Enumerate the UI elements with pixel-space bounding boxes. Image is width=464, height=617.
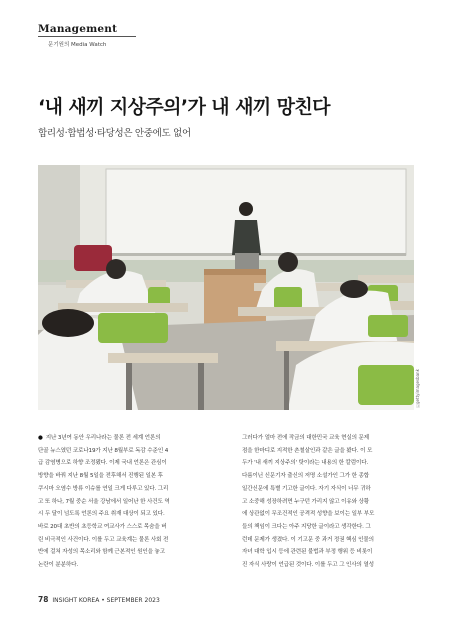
body-line: 에 상관없이 무조건적인 공격적 성향을 보이는 일부 부모 (242, 511, 375, 518)
body-line: 점을 한마디로 지적한 촌철살인과 같은 글을 봤다. 이 모 (242, 447, 373, 454)
body-line: 진 자식 사랑이 언급된 것이다. 이를 두고 그 인사의 열성 (242, 562, 374, 569)
body-line: 쿠시마 오염수 방류 이슈를 연일 크게 다루고 있다. 그리 (38, 485, 169, 492)
body-line: 반에 걸쳐 자성의 목소리와 함께 근본적인 원인을 놓고 (38, 549, 165, 556)
page-footer (38, 595, 160, 604)
bullet-marker: ● (38, 435, 43, 441)
body-line: 일간신문에 특별 기고한 글이다. 자기 자식이 너무 귀하 (242, 485, 371, 492)
article-title: ‘내 새끼 지상주의’가 내 새끼 망친다 (38, 96, 330, 118)
body-line: 고 소중해 성장하려면 누구던 가리지 않고 이유와 상황 (242, 498, 369, 505)
body-line: 런데 문제가 생겼다. 이 기고문 중 과거 정권 핵심 인물의 (242, 536, 374, 543)
column-name: 문기원의 Media Watch (48, 42, 107, 48)
section-label: Management (38, 23, 118, 35)
body-column-right (242, 432, 420, 572)
section-divider (38, 36, 136, 37)
body-line: 바로 20대 초반의 초등학교 여교사가 스스로 목숨을 버 (38, 523, 167, 530)
article-subtitle: 합리성·합법성·타당성은 안중에도 없어 (38, 128, 191, 139)
body-line: 논란이 분분하다. (38, 562, 79, 569)
page-number: 78 (38, 595, 49, 604)
body-line: 급 감염병으로 하향 조정됐다. 이제 국내 언론은 관심이 (38, 460, 167, 467)
issue-info: INSIGHT KOREA • SEPTEMBER 2023 (52, 597, 160, 604)
body-line: 그러다가 얼마 전에 작금의 대한민국 교육 현실의 문제 (242, 435, 369, 441)
body-line: 다름이닌 신문기자 출신의 저명 소설가인 그가 한 종합 (242, 473, 369, 480)
article-photo (38, 165, 414, 410)
photo-credit: ⓒgettyimagesbank (415, 369, 420, 408)
body-line: 자녀 대학 입시 등에 관련된 불법과 부정 행위 등 비롯이 (242, 549, 373, 556)
body-line: 들의 책임이 크다는 아주 지당한 글이라고 생각한다. 그 (242, 523, 371, 530)
body-line: 고 또 하나, 7월 중순 서울 강남에서 일어난 한 사건도 역 (38, 498, 170, 505)
body-line: ● 지난 3년여 동안 우리나라는 물론 전 세계 언론의 (38, 435, 161, 441)
body-line: 방향을 바꿔 지난 8월 5일을 전후해서 진행된 일본 후 (38, 473, 163, 480)
body-line: 두가 '내 새끼 지상주의' 탓이라는 내용의 한 칼럼이다. (242, 460, 369, 467)
body-line: 린 비극적인 사건이다. 이를 두고 교육계는 물론 사회 전 (38, 536, 169, 543)
body-line: 시 두 달이 넘도록 언론의 주요 취재 대상이 되고 있다. (38, 511, 165, 518)
body-column-left (38, 432, 216, 572)
body-line: 단골 뉴스였던 코로나19가 지난 8월부로 독감 수준인 4 (38, 447, 169, 454)
